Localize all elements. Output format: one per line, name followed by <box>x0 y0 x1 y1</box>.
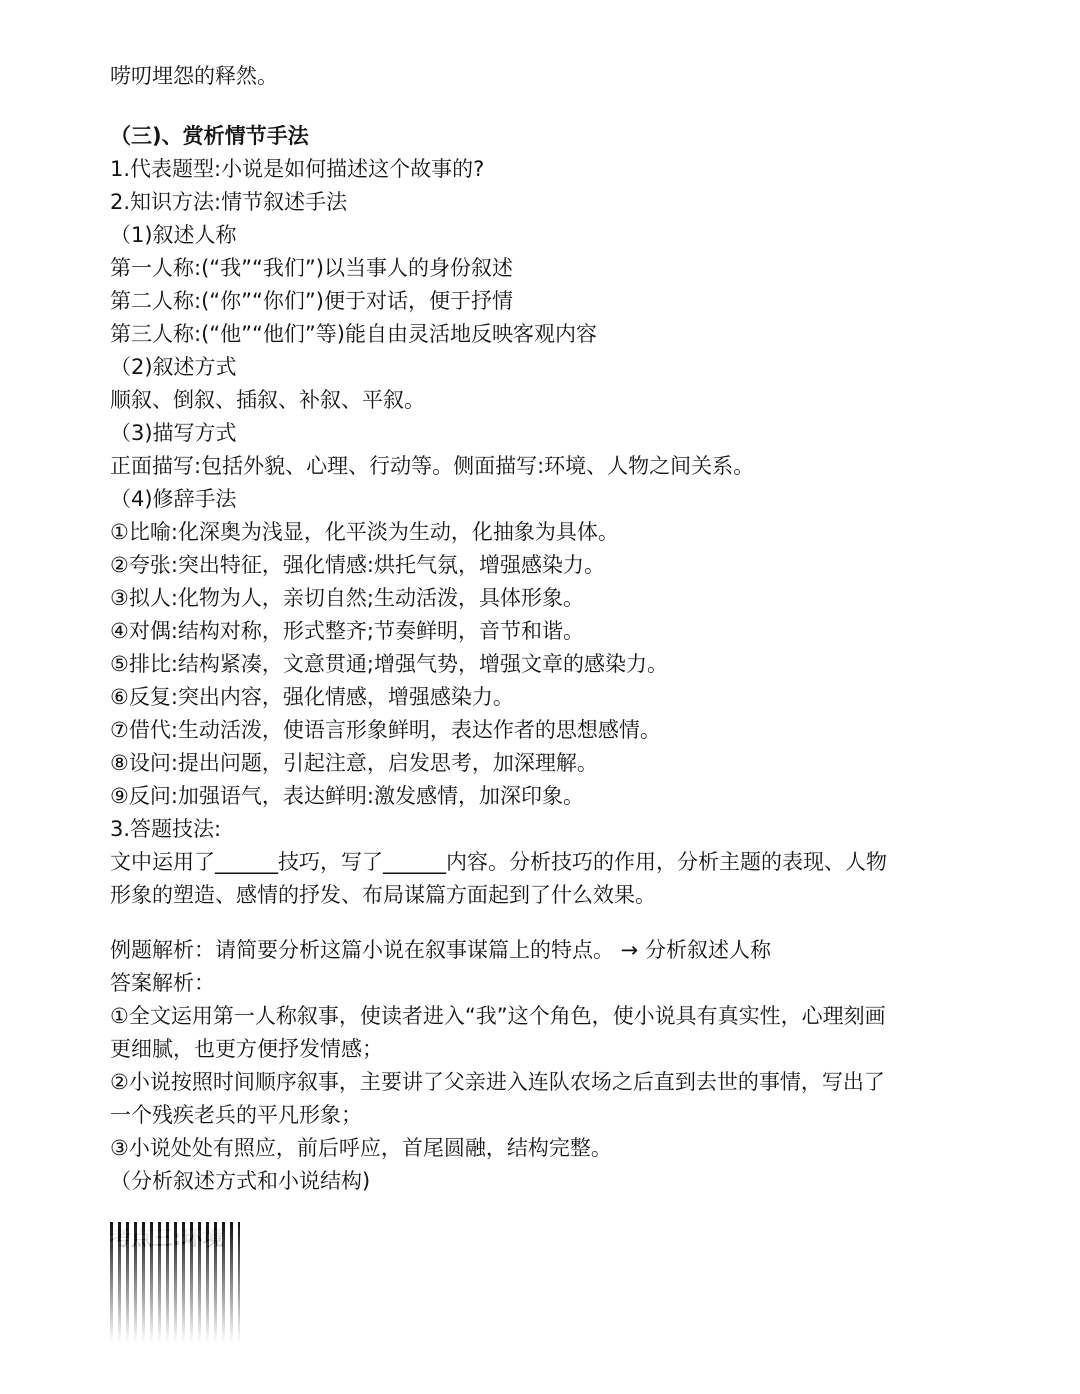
text-line: 答案解析： <box>110 971 215 995</box>
text-line: 第二人称:(“你”“你们”)便于对话，便于抒情 <box>110 289 513 313</box>
text-line: ⑨反问:加强语气，表达鲜明:激发感情，加深印象。 <box>110 784 584 808</box>
text-line: 1.代表题型:小说是如何描述这个故事的? <box>110 157 485 181</box>
text-line: 顺叙、倒叙、插叙、补叙、平叙。 <box>110 388 425 412</box>
text-line: （1)叙述人称 <box>110 223 237 247</box>
text-line: 唠叨埋怨的释然。 <box>110 64 278 88</box>
text-line: 例题解析：请简要分析这篇小说在叙事谋篇上的特点。 → 分析叙述人称 <box>110 938 771 962</box>
text-line: ③小说处处有照应，前后呼应，首尾圆融，结构完整。 <box>110 1136 612 1160</box>
text-line: ⑥反复:突出内容，强化情感，增强感染力。 <box>110 685 514 709</box>
text-line: 一个残疾老兵的平凡形象； <box>110 1103 362 1127</box>
text-line: 第一人称:(“我”“我们”)以当事人的身份叙述 <box>110 256 513 280</box>
text-line: ⑦借代:生动活泼，使语言形象鲜明，表达作者的思想感情。 <box>110 718 661 742</box>
text-line: 第三人称:(“他”“他们”等)能自由灵活地反映客观内容 <box>110 322 597 346</box>
text-line: 更细腻，也更方便抒发情感； <box>110 1037 383 1061</box>
text-line: ④对偶:结构对称，形式整齐;节奏鲜明，音节和谐。 <box>110 619 584 643</box>
text-line: 2.知识方法:情节叙述手法 <box>110 190 348 214</box>
text-line: （4)修辞手法 <box>110 487 237 511</box>
text-line: 正面描写:包括外貌、心理、行动等。侧面描写:环境、人物之间关系。 <box>110 454 755 478</box>
section-heading: （三)、赏析情节手法 <box>110 124 309 148</box>
text-line: 3.答题技法: <box>110 817 222 841</box>
text-line: ⑧设问:提出问题，引起注意，启发思考，加深理解。 <box>110 751 598 775</box>
text-line: ⑤排比:结构紧凑，文意贯通;增强气势，增强文章的感染力。 <box>110 652 668 676</box>
text-line: ①比喻:化深奥为浅显，化平淡为生动，化抽象为具体。 <box>110 520 619 544</box>
text-line: ③拟人:化物为人，亲切自然;生动活泼，具体形象。 <box>110 586 584 610</box>
text-line: 形象的塑造、感情的抒发、布局谋篇方面起到了什么效果。 <box>110 883 656 907</box>
text-line: ②夸张:突出特征，强化情感:烘托气氛，增强感染力。 <box>110 553 605 577</box>
text-line: ①全文运用第一人称叙事，使读者进入“我”这个角色，使小说具有真实性，心理刻画 <box>110 1004 886 1028</box>
fade-overlay <box>110 1222 240 1342</box>
text-line: （分析叙述方式和小说结构) <box>110 1169 371 1193</box>
text-line: 文中运用了______技巧，写了______内容。分析技巧的作用，分析主题的表现、人物 <box>110 850 887 874</box>
text-line: （2)叙述方式 <box>110 355 237 379</box>
text-line: （3)描写方式 <box>110 421 237 445</box>
text-line: ②小说按照时间顺序叙事，主要讲了父亲进入连队农场之后直到去世的事情，写出了 <box>110 1070 885 1094</box>
